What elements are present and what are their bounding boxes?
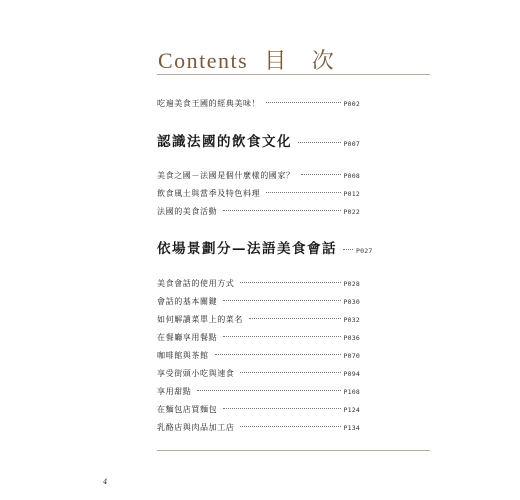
toc-entry-title: 會話的基本關鍵 bbox=[157, 297, 218, 306]
toc-page-ref: P007 bbox=[343, 140, 360, 148]
toc-page-ref: P012 bbox=[343, 190, 360, 198]
toc-page-ref: P027 bbox=[356, 247, 373, 255]
title-english: Contents bbox=[158, 48, 249, 73]
toc-entry[interactable] bbox=[157, 188, 360, 199]
toc-entry-title: 在麵包店買麵包 bbox=[157, 405, 218, 414]
dot-leader bbox=[223, 300, 340, 301]
dot-leader bbox=[223, 408, 340, 409]
toc-page-ref: P094 bbox=[343, 370, 360, 378]
toc-entry-title: 咖啡館與茶館 bbox=[157, 351, 209, 360]
toc-page-ref: P124 bbox=[343, 406, 360, 414]
dot-leader bbox=[301, 174, 341, 175]
toc-entry[interactable] bbox=[157, 404, 360, 415]
toc-entry[interactable] bbox=[157, 386, 360, 397]
toc-page-ref: P032 bbox=[343, 316, 360, 324]
page-number: 4 bbox=[103, 478, 108, 486]
toc-page-ref: P134 bbox=[343, 424, 360, 432]
toc-page-ref: P108 bbox=[343, 388, 360, 396]
footer-divider bbox=[157, 450, 430, 451]
toc-page-ref: P070 bbox=[343, 352, 360, 360]
dot-leader bbox=[240, 282, 340, 283]
dot-leader bbox=[266, 192, 340, 193]
toc-entry[interactable] bbox=[157, 206, 360, 217]
toc-page-ref: P028 bbox=[343, 280, 360, 288]
toc-section-heading[interactable] bbox=[157, 130, 360, 150]
dot-leader bbox=[240, 426, 340, 427]
toc-entry-title: 法國的美食活動 bbox=[157, 207, 218, 216]
dot-leader bbox=[249, 318, 341, 319]
toc-section-heading[interactable] bbox=[157, 237, 373, 257]
dot-leader bbox=[223, 210, 340, 211]
toc-entry-title: 享受街頭小吃與速食 bbox=[157, 369, 235, 378]
dot-leader bbox=[215, 354, 341, 355]
toc-entry[interactable] bbox=[157, 98, 360, 109]
dot-leader bbox=[298, 142, 341, 143]
dot-leader bbox=[223, 336, 340, 337]
toc-page-ref: P036 bbox=[343, 334, 360, 342]
toc-entry[interactable] bbox=[157, 170, 360, 181]
dot-leader bbox=[240, 372, 340, 373]
toc-entry-title: 如何解讀菜單上的菜名 bbox=[157, 315, 243, 324]
toc-page-ref: P002 bbox=[343, 100, 360, 108]
dot-leader bbox=[266, 102, 340, 103]
toc-entry[interactable] bbox=[157, 332, 360, 343]
title-divider bbox=[157, 74, 430, 75]
toc-page-ref: P030 bbox=[343, 298, 360, 306]
toc-entry-title: 美食之國－法國是個什麼樣的國家？ bbox=[157, 171, 295, 180]
page-title bbox=[158, 44, 344, 75]
title-chinese: 目 次 bbox=[264, 48, 344, 73]
toc-entry-title: 美食會話的使用方式 bbox=[157, 279, 235, 288]
toc-page-ref: P008 bbox=[343, 172, 360, 180]
toc-entry[interactable] bbox=[157, 368, 360, 379]
toc-entry[interactable] bbox=[157, 314, 360, 325]
toc-entry-title: 乳酪店與肉品加工店 bbox=[157, 423, 235, 432]
toc-section-title: 認識法國的飲食文化 bbox=[157, 134, 292, 150]
toc-entry[interactable] bbox=[157, 350, 360, 361]
toc-entry[interactable] bbox=[157, 422, 360, 433]
dot-leader bbox=[343, 249, 353, 250]
toc-entry[interactable] bbox=[157, 278, 360, 289]
toc-entry[interactable] bbox=[157, 296, 360, 307]
toc-entry-title: 吃遍美食王國的經典美味！ bbox=[157, 99, 261, 108]
toc-page-ref: P022 bbox=[343, 208, 360, 216]
toc-entry-title: 在餐廳享用餐點 bbox=[157, 333, 218, 342]
toc-entry-title: 享用甜點 bbox=[157, 387, 192, 396]
toc-section-title: 依場景劃分—法語美食會話 bbox=[157, 241, 337, 257]
dot-leader bbox=[197, 390, 340, 391]
toc-entry-title: 飲食風土與當季及特色料理 bbox=[157, 189, 261, 198]
